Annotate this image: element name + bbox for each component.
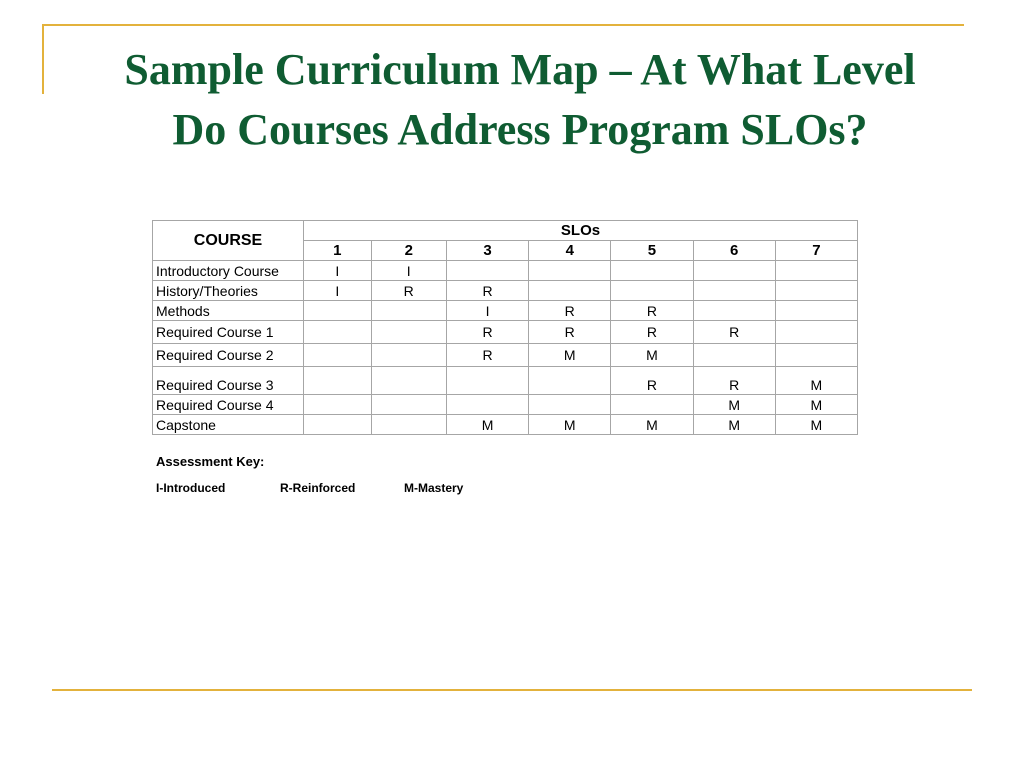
level-cell bbox=[693, 261, 775, 281]
level-cell bbox=[611, 281, 693, 301]
course-name-cell: History/Theories bbox=[153, 281, 304, 301]
level-cell bbox=[611, 395, 693, 415]
slo-number: 4 bbox=[529, 241, 611, 261]
level-cell: I bbox=[446, 301, 528, 321]
level-cell: I bbox=[371, 261, 446, 281]
level-cell: M bbox=[775, 395, 857, 415]
level-cell bbox=[529, 261, 611, 281]
level-cell bbox=[371, 301, 446, 321]
key-reinforced: R-Reinforced bbox=[280, 481, 356, 495]
level-cell: R bbox=[611, 321, 693, 344]
level-cell: R bbox=[446, 344, 528, 367]
level-cell bbox=[371, 344, 446, 367]
level-cell: I bbox=[304, 281, 372, 301]
level-cell bbox=[371, 321, 446, 344]
level-cell: M bbox=[446, 415, 528, 435]
assessment-key-items bbox=[156, 481, 463, 495]
assessment-key-label: Assessment Key: bbox=[156, 454, 265, 469]
course-name-cell: Methods bbox=[153, 301, 304, 321]
level-cell bbox=[446, 367, 528, 395]
course-name-cell: Introductory Course bbox=[153, 261, 304, 281]
level-cell bbox=[529, 367, 611, 395]
key-introduced: I-Introduced bbox=[156, 481, 226, 495]
level-cell bbox=[529, 281, 611, 301]
level-cell: R bbox=[693, 367, 775, 395]
level-cell bbox=[371, 395, 446, 415]
slo-number: 2 bbox=[371, 241, 446, 261]
level-cell bbox=[775, 261, 857, 281]
level-cell bbox=[775, 281, 857, 301]
level-cell: M bbox=[775, 415, 857, 435]
slide-title-line-2: Do Courses Address Program SLOs? bbox=[172, 105, 868, 154]
level-cell: R bbox=[529, 321, 611, 344]
table-row bbox=[153, 301, 858, 321]
level-cell bbox=[304, 301, 372, 321]
table-row bbox=[153, 395, 858, 415]
level-cell bbox=[304, 367, 372, 395]
level-cell bbox=[371, 415, 446, 435]
level-cell bbox=[693, 281, 775, 301]
table-row bbox=[153, 321, 858, 344]
level-cell bbox=[529, 395, 611, 415]
table-row bbox=[153, 281, 858, 301]
slo-number: 3 bbox=[446, 241, 528, 261]
slide-title bbox=[60, 40, 980, 160]
level-cell bbox=[304, 395, 372, 415]
level-cell: M bbox=[611, 415, 693, 435]
left-accent-line bbox=[42, 24, 44, 94]
level-cell bbox=[446, 261, 528, 281]
course-name-cell: Required Course 3 bbox=[153, 367, 304, 395]
level-cell bbox=[304, 415, 372, 435]
slo-number: 6 bbox=[693, 241, 775, 261]
slo-number: 5 bbox=[611, 241, 693, 261]
course-header: COURSE bbox=[153, 221, 304, 261]
table-row bbox=[153, 415, 858, 435]
level-cell: R bbox=[446, 281, 528, 301]
level-cell bbox=[693, 301, 775, 321]
level-cell bbox=[611, 261, 693, 281]
course-name-cell: Required Course 2 bbox=[153, 344, 304, 367]
level-cell: M bbox=[529, 415, 611, 435]
level-cell bbox=[775, 321, 857, 344]
level-cell: R bbox=[693, 321, 775, 344]
curriculum-map-table bbox=[152, 220, 858, 435]
slo-number: 1 bbox=[304, 241, 372, 261]
table-row bbox=[153, 367, 858, 395]
level-cell bbox=[304, 321, 372, 344]
level-cell: M bbox=[693, 395, 775, 415]
level-cell: R bbox=[611, 367, 693, 395]
level-cell bbox=[446, 395, 528, 415]
table-row bbox=[153, 344, 858, 367]
level-cell bbox=[371, 367, 446, 395]
level-cell bbox=[775, 344, 857, 367]
slo-number: 7 bbox=[775, 241, 857, 261]
level-cell: M bbox=[775, 367, 857, 395]
level-cell: R bbox=[371, 281, 446, 301]
level-cell: R bbox=[446, 321, 528, 344]
course-name-cell: Capstone bbox=[153, 415, 304, 435]
slide-title-line-1: Sample Curriculum Map – At What Level bbox=[124, 45, 916, 94]
level-cell bbox=[775, 301, 857, 321]
level-cell bbox=[304, 344, 372, 367]
level-cell: M bbox=[529, 344, 611, 367]
table-row bbox=[153, 261, 858, 281]
level-cell: M bbox=[611, 344, 693, 367]
course-name-cell: Required Course 1 bbox=[153, 321, 304, 344]
bottom-accent-line bbox=[52, 689, 972, 691]
level-cell: M bbox=[693, 415, 775, 435]
level-cell: I bbox=[304, 261, 372, 281]
key-mastery: M-Mastery bbox=[404, 481, 464, 495]
slos-header: SLOs bbox=[304, 221, 858, 241]
level-cell: R bbox=[529, 301, 611, 321]
level-cell: R bbox=[611, 301, 693, 321]
level-cell bbox=[693, 344, 775, 367]
top-accent-line bbox=[42, 24, 964, 26]
course-name-cell: Required Course 4 bbox=[153, 395, 304, 415]
